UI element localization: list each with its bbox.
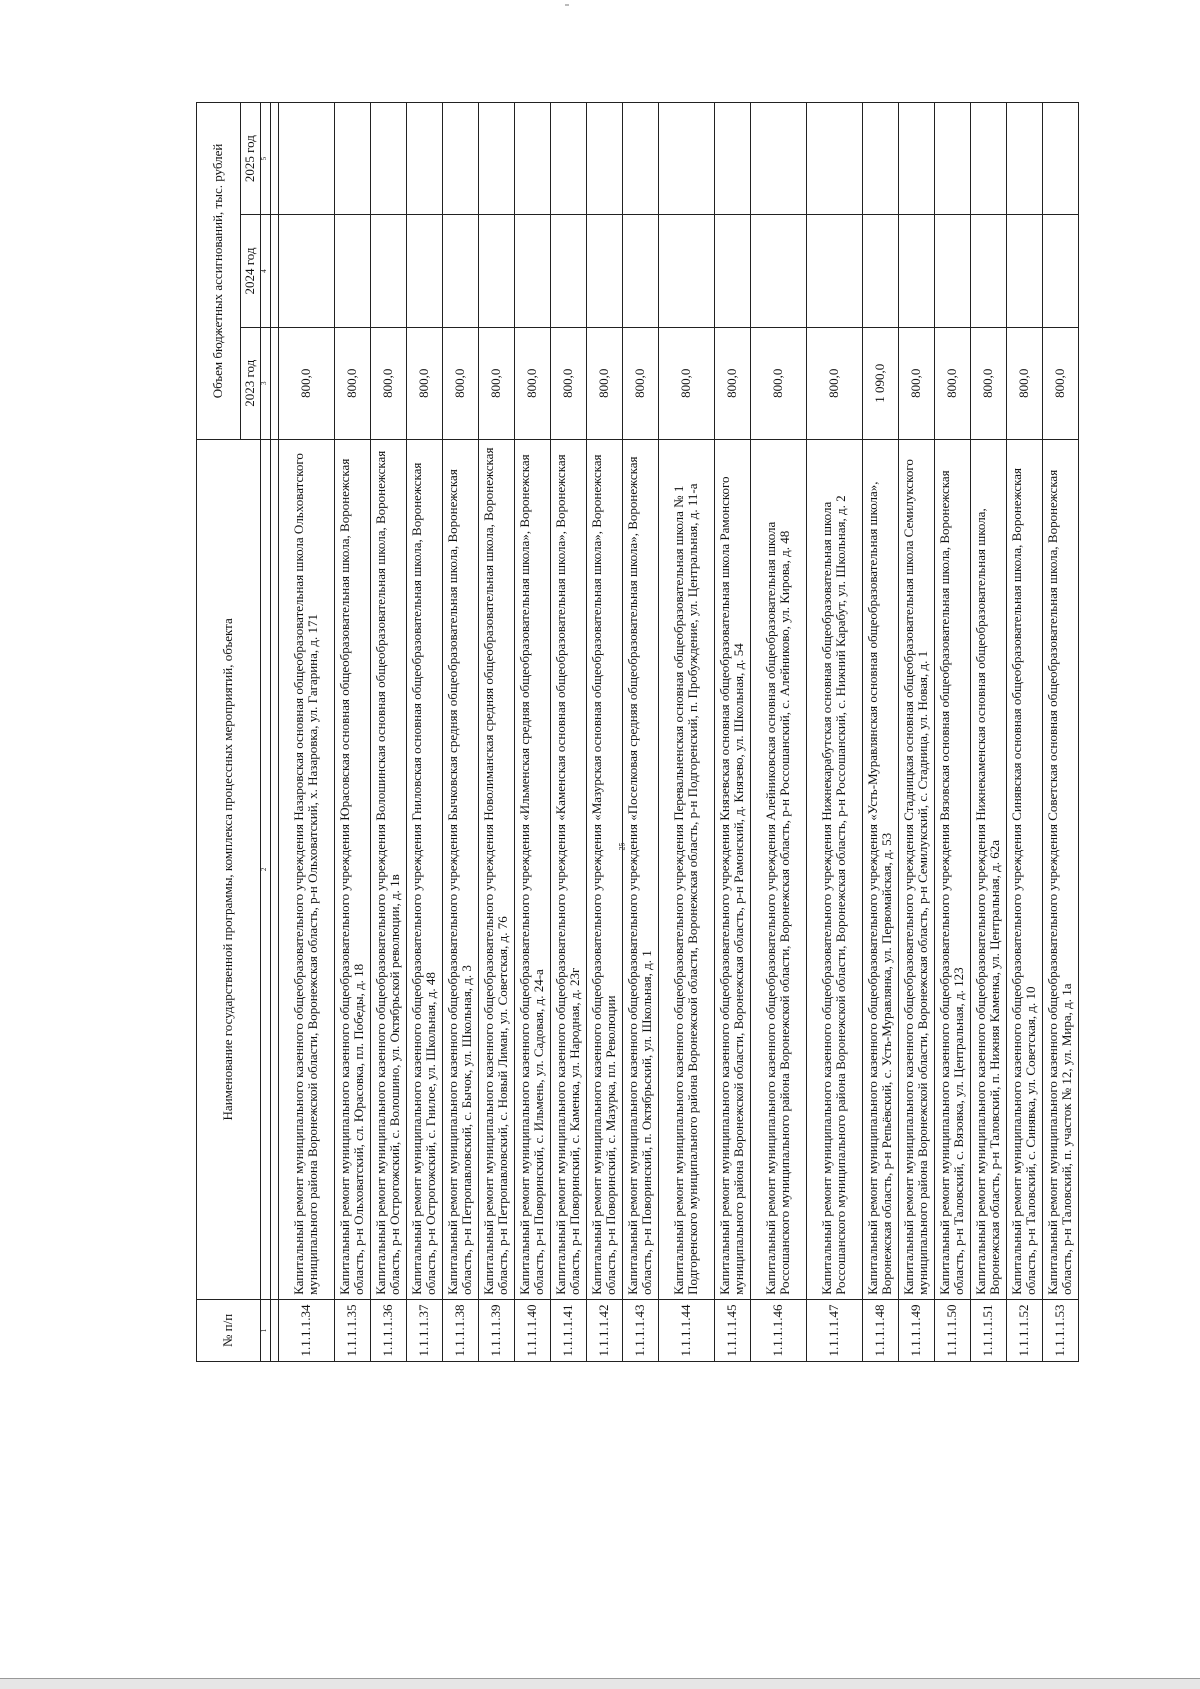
table-row <box>806 103 862 1362</box>
row-2024 <box>334 215 370 327</box>
header-2024: 2024 год <box>241 215 261 327</box>
column-number-2: 2 <box>260 439 270 1299</box>
header-num: № п/п <box>197 1299 261 1361</box>
row-2025 <box>586 103 622 215</box>
row-2025 <box>622 103 658 215</box>
row-number: 1.1.1.1.53 <box>1042 1299 1078 1361</box>
row-name: Капитальный ремонт муниципального казенного общеобразовательного учреждения Новолиманская средняя общеобразовательная школа, Воронежская область, р-н Петропавловский, с. Новый Лиман, ул. Советская, д. 76 <box>478 439 514 1299</box>
row-number: 1.1.1.1.45 <box>714 1299 750 1361</box>
row-2024 <box>478 215 514 327</box>
row-2023: 800,0 <box>334 327 370 439</box>
row-2024 <box>1006 215 1042 327</box>
row-number: 1.1.1.1.42 <box>586 1299 622 1361</box>
row-number: 1.1.1.1.35 <box>334 1299 370 1361</box>
row-2024 <box>714 215 750 327</box>
row-2023: 800,0 <box>1042 327 1078 439</box>
row-2024 <box>406 215 442 327</box>
row-2024 <box>806 215 862 327</box>
row-2024 <box>586 215 622 327</box>
row-2023: 1 090,0 <box>862 327 898 439</box>
row-name: Капитальный ремонт муниципального казенного общеобразовательного учреждения «Усть-Муравлянская основная общеобразовательная школа», Воронежская область, р-н Репьёвский, с. Усть-Муравлянка, ул. Первомайская, д. 53 <box>862 439 898 1299</box>
row-name: Капитальный ремонт муниципального казенного общеобразовательного учреждения Гниловская основная общеобразовательная школа, Воронежская область, р-н Острогожский, с. Гнилое, ул. Школьная, д. 48 <box>406 439 442 1299</box>
row-number: 1.1.1.1.36 <box>370 1299 406 1361</box>
row-2025 <box>658 103 714 215</box>
row-name: Капитальный ремонт муниципального казенного общеобразовательного учреждения Волошинская основная общеобразовательная школа, Воронежская область, р-н Острогожский, с. Волошино, ул. Октябрьской революции, д. 1в <box>370 439 406 1299</box>
row-2023: 800,0 <box>406 327 442 439</box>
table-row <box>550 103 586 1362</box>
row-2023: 800,0 <box>1006 327 1042 439</box>
row-number: 1.1.1.1.50 <box>934 1299 970 1361</box>
row-name: Капитальный ремонт муниципального казенного общеобразовательного учреждения «Каменская основная общеобразовательная школа», Воронежская область, р-н Поворинский, с. Каменка, ул. Народная, д. 23г <box>550 439 586 1299</box>
row-2025 <box>370 103 406 215</box>
row-2025 <box>898 103 934 215</box>
row-2023: 800,0 <box>970 327 1006 439</box>
row-number: 1.1.1.1.52 <box>1006 1299 1042 1361</box>
row-number: 1.1.1.1.51 <box>970 1299 1006 1361</box>
row-number: 1.1.1.1.48 <box>862 1299 898 1361</box>
table-row <box>1006 103 1042 1362</box>
row-name: Капитальный ремонт муниципального казенного общеобразовательного учреждения Бычковская средняя общеобразовательная школа, Воронежская область, р-н Петропавловский, с. Бычок, ул. Школьная, д. 3 <box>442 439 478 1299</box>
row-2025 <box>478 103 514 215</box>
column-number-3: 3 <box>260 327 270 439</box>
column-number-4: 4 <box>260 215 270 327</box>
row-2025 <box>714 103 750 215</box>
row-2024 <box>658 215 714 327</box>
row-number: 1.1.1.1.44 <box>658 1299 714 1361</box>
header-budget: Объем бюджетных ассигнований, тыс. рублей <box>197 103 241 440</box>
row-2025 <box>406 103 442 215</box>
row-2023: 800,0 <box>622 327 658 439</box>
row-2023: 800,0 <box>514 327 550 439</box>
row-name: Капитальный ремонт муниципального казенного общеобразовательного учреждения Стадницкая основная общеобразовательная школа Семилукского муниципального района Воронежской области, Воронежская область, р-н Семилукский, с. Стадница, ул. Новая, д. 1 <box>898 439 934 1299</box>
row-name: Капитальный ремонт муниципального казенного общеобразовательного учреждения «Ильменская средняя общеобразовательная школа», Воронежская область, р-н Поворинский, с. Ильмень, ул. Садовая, д. 24-а <box>514 439 550 1299</box>
row-2023: 800,0 <box>934 327 970 439</box>
row-2023: 800,0 <box>478 327 514 439</box>
table-row <box>622 103 658 1362</box>
row-2025 <box>278 103 334 215</box>
row-2025 <box>1042 103 1078 215</box>
table-row <box>278 103 334 1362</box>
row-2024 <box>970 215 1006 327</box>
row-2024 <box>514 215 550 327</box>
row-name: Капитальный ремонт муниципального казенного общеобразовательного учреждения Алейниковская основная общеобразовательная школа Россошанского муниципального района Воронежской области, Воронежская область, р-н Россошанский, с. Алейниково, ул. Кирова, д. 48 <box>750 439 806 1299</box>
row-number: 1.1.1.1.41 <box>550 1299 586 1361</box>
row-name: Капитальный ремонт муниципального казенного общеобразовательного учреждения Нижнекаменская основная общеобразовательная школа, Воронежская область, р-н Таловский, п. Нижняя Каменка, ул. Центральная, д. 62а <box>970 439 1006 1299</box>
scan-bottom-edge <box>0 1678 1200 1689</box>
table-row <box>970 103 1006 1362</box>
row-number: 1.1.1.1.38 <box>442 1299 478 1361</box>
row-number: 1.1.1.1.43 <box>622 1299 658 1361</box>
header-name: Наименование государственной программы, комплекса процессных мероприятий, объекта <box>197 439 261 1299</box>
row-2024 <box>898 215 934 327</box>
table-row <box>586 103 622 1362</box>
table-row <box>1042 103 1078 1362</box>
table-row <box>714 103 750 1362</box>
row-number: 1.1.1.1.39 <box>478 1299 514 1361</box>
row-2023: 800,0 <box>714 327 750 439</box>
header-2025: 2025 год <box>241 103 261 215</box>
row-2024 <box>278 215 334 327</box>
row-2023: 800,0 <box>586 327 622 439</box>
row-2023: 800,0 <box>750 327 806 439</box>
row-2023: 800,0 <box>442 327 478 439</box>
table-row <box>442 103 478 1362</box>
table-row <box>658 103 714 1362</box>
row-2024 <box>550 215 586 327</box>
table-body <box>270 103 1078 1362</box>
page-number: 25 <box>617 842 627 851</box>
row-name: Капитальный ремонт муниципального казенного общеобразовательного учреждения Синявская основная общеобразовательная школа, Воронежская область, р-н Таловский, с. Синявка, ул. Советская, д. 10 <box>1006 439 1042 1299</box>
row-2025 <box>334 103 370 215</box>
row-number: 1.1.1.1.46 <box>750 1299 806 1361</box>
row-2024 <box>750 215 806 327</box>
budget-table-sheet <box>196 102 1075 1362</box>
row-2025 <box>514 103 550 215</box>
row-name: Капитальный ремонт муниципального казенного общеобразовательного учреждения Вязовская основная общеобразовательная школа, Воронежская область, р-н Таловский, с. Вязовка, ул. Центральная, д. 123 <box>934 439 970 1299</box>
table-row <box>370 103 406 1362</box>
row-2025 <box>806 103 862 215</box>
row-2024 <box>1042 215 1078 327</box>
row-2025 <box>970 103 1006 215</box>
row-2023: 800,0 <box>550 327 586 439</box>
row-2024 <box>442 215 478 327</box>
column-number-1: 1 <box>260 1299 270 1361</box>
row-number: 1.1.1.1.47 <box>806 1299 862 1361</box>
row-2025 <box>1006 103 1042 215</box>
row-2024 <box>370 215 406 327</box>
row-number: 1.1.1.1.40 <box>514 1299 550 1361</box>
table-row <box>862 103 898 1362</box>
table-row <box>750 103 806 1362</box>
row-2023: 800,0 <box>370 327 406 439</box>
row-name: Капитальный ремонт муниципального казенного общеобразовательного учреждения Князевская основная общеобразовательная школа Рамонского муниципального района Воронежской области, Воронежская область, р-н Рамонский, д. Князево, ул. Школьная, д. 54 <box>714 439 750 1299</box>
scan-artifact <box>565 4 569 6</box>
row-2023: 800,0 <box>278 327 334 439</box>
row-number: 1.1.1.1.37 <box>406 1299 442 1361</box>
budget-table <box>196 102 1079 1362</box>
row-name: Капитальный ремонт муниципального казенного общеобразовательного учреждения Советская основная общеобразовательная школа, Воронежская область, р-н Таловский, п. участок № 12, ул. Мира, д. 1а <box>1042 439 1078 1299</box>
row-2024 <box>622 215 658 327</box>
table-row <box>934 103 970 1362</box>
row-name: Капитальный ремонт муниципального казенного общеобразовательного учреждения Перевальненская основная общеобразовательная школа № 1 Подгоренского муниципального района Воронежской области, Воронежская область, р-н Подгоренский, п. Пробуждение, ул. Центральная, д. 11-а <box>658 439 714 1299</box>
row-number: 1.1.1.1.34 <box>278 1299 334 1361</box>
row-name: Капитальный ремонт муниципального казенного общеобразовательного учреждения Нижнекарабутская основная общеобразовательная школа Россошанского муниципального района Воронежской области, Воронежская область, р-н Россошанский, с. Нижний Карабут, ул. Школьная, д. 2 <box>806 439 862 1299</box>
row-name: Капитальный ремонт муниципального казенного общеобразовательного учреждения «Поселковая средняя общеобразовательная школа», Воронежская область, р-н Поворинский, п. Октябрьский, ул. Школьная, д. 1 <box>622 439 658 1299</box>
row-2023: 800,0 <box>658 327 714 439</box>
row-2025 <box>934 103 970 215</box>
row-2023: 800,0 <box>898 327 934 439</box>
table-row <box>406 103 442 1362</box>
row-2025 <box>750 103 806 215</box>
column-number-5: 5 <box>260 103 270 215</box>
row-name: Капитальный ремонт муниципального казенного общеобразовательного учреждения Юрасовская основная общеобразовательная школа, Воронежская область, р-н Ольховатский, сл. Юрасовка, пл. Победы, д. 18 <box>334 439 370 1299</box>
table-row <box>478 103 514 1362</box>
row-number: 1.1.1.1.49 <box>898 1299 934 1361</box>
row-name: Капитальный ремонт муниципального казенного общеобразовательного учреждения «Мазурская основная общеобразовательная школа», Воронежская область, р-н Поворинский, с. Мазурка, пл. Революции <box>586 439 622 1299</box>
table-row <box>334 103 370 1362</box>
row-2023: 800,0 <box>806 327 862 439</box>
row-2024 <box>934 215 970 327</box>
table-row <box>898 103 934 1362</box>
row-2025 <box>550 103 586 215</box>
header-2023: 2023 год <box>241 327 261 439</box>
row-2024 <box>862 215 898 327</box>
table-row <box>514 103 550 1362</box>
row-2025 <box>862 103 898 215</box>
row-2025 <box>442 103 478 215</box>
spacer-row <box>270 103 278 1362</box>
row-name: Капитальный ремонт муниципального казенного общеобразовательного учреждения Назаровская основная общеобразовательная школа Ольховатского муниципального района Воронежской области, Воронежская область, р-н Ольховатский, х. Назаровка, ул. Гагарина, д. 171 <box>278 439 334 1299</box>
